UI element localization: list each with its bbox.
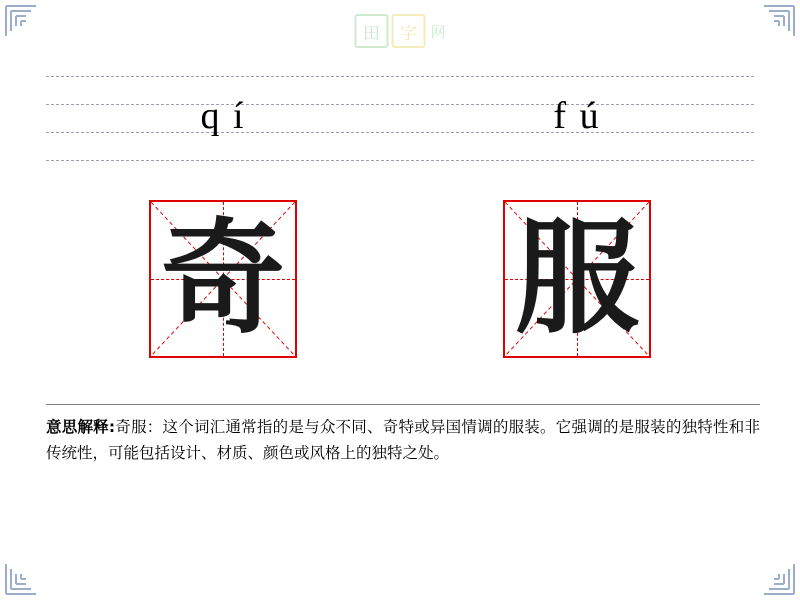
character-glyph-second: 服 (514, 207, 639, 351)
character-glyph-first: 奇 (160, 207, 285, 351)
explanation-label: 意思解释: (46, 418, 116, 436)
site-watermark (354, 14, 445, 48)
pinyin-staff (46, 76, 754, 160)
tianzige-box-first (149, 200, 297, 358)
explanation-body (46, 415, 760, 466)
corner-ornament-bottom-right (762, 562, 796, 596)
corner-ornament-top-right (762, 4, 796, 38)
explanation-divider (46, 404, 760, 405)
explanation-section (46, 404, 760, 466)
corner-ornament-icon (762, 4, 796, 38)
character-grid-row (46, 200, 754, 362)
watermark-box-2: 字 (391, 14, 425, 48)
pinyin-second: f ú (553, 95, 601, 137)
watermark-text: 网 (430, 22, 446, 41)
pinyin-cell-first (46, 76, 400, 160)
staff-line-4 (46, 160, 754, 161)
character-cell-first (46, 200, 400, 362)
explanation-text: 奇服：这个词汇通常指的是与众不同、奇特或异国情调的服装。它强调的是服装的独特性和非传统性，可能包括设计、材质、颜色或风格上的独特之处。 (46, 418, 760, 462)
tianzige-box-second (503, 200, 651, 358)
watermark-box-1: 田 (354, 14, 388, 48)
corner-ornament-bottom-left (4, 562, 38, 596)
corner-ornament-icon (4, 562, 38, 596)
pinyin-first: q í (200, 95, 246, 137)
character-cell-second (400, 200, 754, 362)
pinyin-row (46, 76, 754, 160)
corner-ornament-icon (4, 4, 38, 38)
corner-ornament-icon (762, 562, 796, 596)
pinyin-cell-second (400, 76, 754, 160)
corner-ornament-top-left (4, 4, 38, 38)
